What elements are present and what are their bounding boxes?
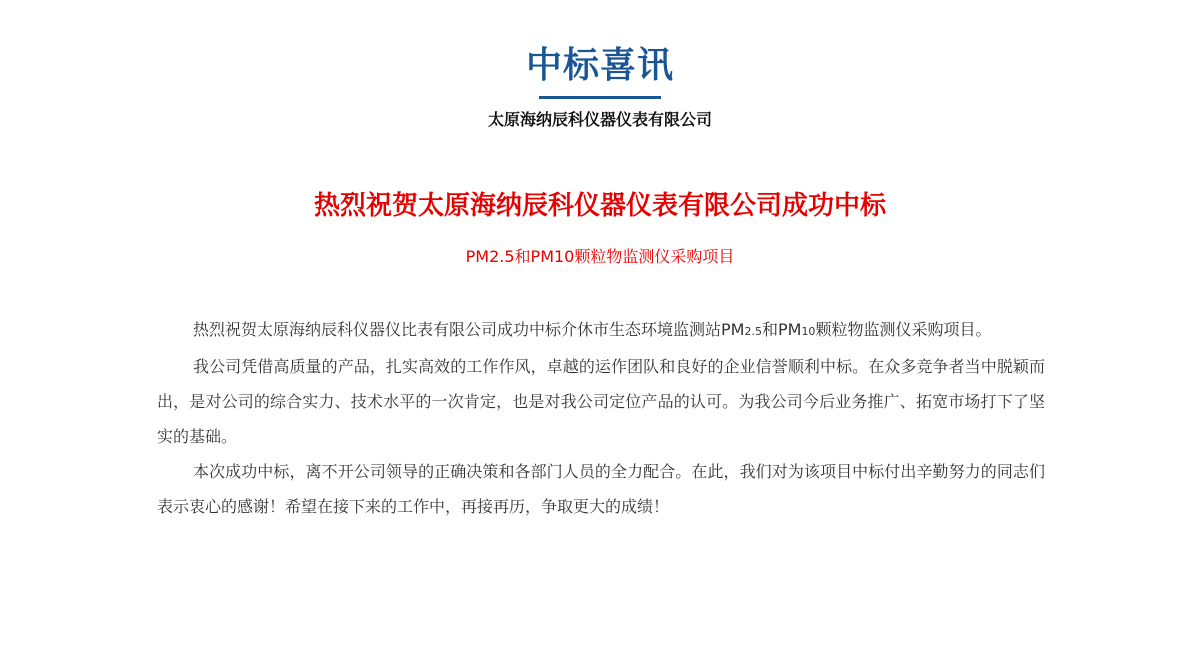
paragraph-text: 颗粒物监测仪采购项目。 [815, 320, 992, 339]
pm-subscript: 2.5 [744, 325, 762, 338]
article-paragraph-3: 本次成功中标，离不开公司领导的正确决策和各部门人员的全力配合。在此，我们对为该项目中标付出辛勤努力的同志们表示衷心的感谢！希望在接下来的工作中，再接再历，争取更大的成绩！ [157, 462, 1045, 516]
article-body [157, 312, 1045, 524]
paragraph-text: 和PM [761, 320, 802, 339]
page-header [0, 40, 1200, 131]
news-subheadline: PM2.5和PM10颗粒物监测仪采购项目 [465, 247, 735, 266]
article-paragraph-1 [157, 312, 1045, 349]
logo-underline [539, 96, 661, 99]
article-paragraph-2: 我公司凭借高质量的产品，扎实高效的工作作风，卓越的运作团队和良好的企业信誉顺利中标。在众多竞争者当中脱颖而出，是对公司的综合实力、技术水平的一次肯定，也是对我公司定位产品的认可。为我公司今后业务推广、拓宽市场打下了坚实的基础。 [157, 357, 1045, 446]
company-name: 太原海纳辰科仪器仪表有限公司 [487, 110, 712, 129]
paragraph-text: 热烈祝贺太原海纳辰科仪器仪比表有限公司成功中标介休市生态环境监测站PM [193, 320, 745, 339]
logo-title: 中标喜讯 [525, 45, 674, 86]
pm-subscript: 10 [801, 325, 816, 338]
news-headline: 热烈祝贺太原海纳辰科仪器仪表有限公司成功中标 [313, 191, 886, 221]
